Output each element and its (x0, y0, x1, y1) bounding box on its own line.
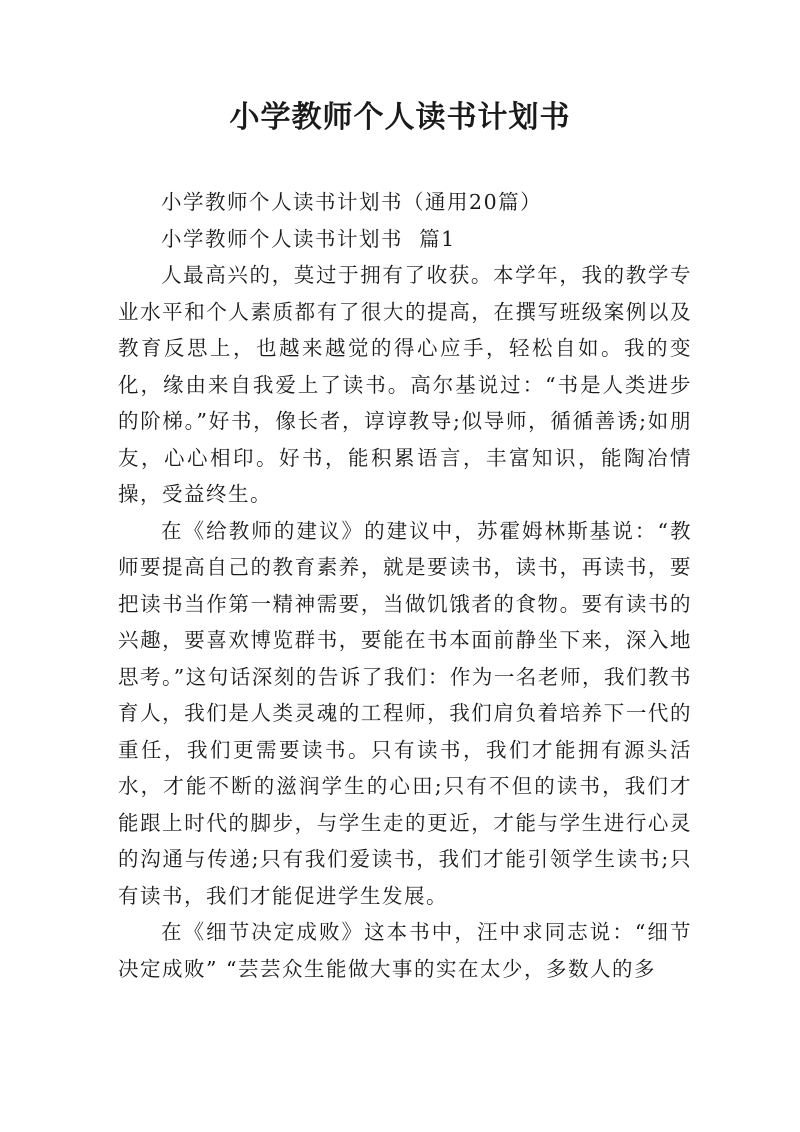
paragraph-3: 在《细节决定成败》这本书中，汪中求同志说：“细节决定成败” “芸芸众生能做大事的实在太少，多数人的多 (118, 920, 692, 981)
paragraph-2: 在《给教师的建议》的建议中，苏霍姆林斯基说：“教师要提高自己的教育素养，就是要读书，读书，再读书，要把读书当作第一精神需要，当做饥饿者的食物。要有读书的兴趣，要喜欢博览群书，要能在书本面前静坐下来，深入地思考。”这句话深刻的告诉了我们：作为一名老师，我们教书育人，我们是人类灵魂的工程师，我们肩负着培养下一代的重任，我们更需要读书。只有读书，我们才能拥有源头活水，才能不断的滋润学生的心田;只有不但的读书，我们才能跟上时代的脚步，与学生走的更近，才能与学生进行心灵的沟通与传递;只有我们爱读书，我们才能引领学生读书;只有读书，我们才能促进学生发展。 (118, 518, 692, 908)
section-heading: 小学教师个人读书计划书 篇1 (161, 226, 456, 251)
paragraph-1: 人最高兴的，莫过于拥有了收获。本学年，我的教学专业水平和个人素质都有了很大的提高，在撰写班级案例以及教育反思上，也越来越觉的得心应手，轻松自如。我的变化，缘由来自我爱上了读书。高尔基说过：“书是人类进步的阶梯。”好书，像长者，谆谆教导;似导师，循循善诱;如朋友，心心相印。好书，能积累语言，丰富知识，能陶冶情操，受益终生。 (118, 263, 692, 506)
document-body (118, 184, 692, 987)
document-title: 小学教师个人读书计划书 (229, 100, 571, 135)
subtitle-line: 小学教师个人读书计划书（通用20篇） (161, 190, 543, 214)
